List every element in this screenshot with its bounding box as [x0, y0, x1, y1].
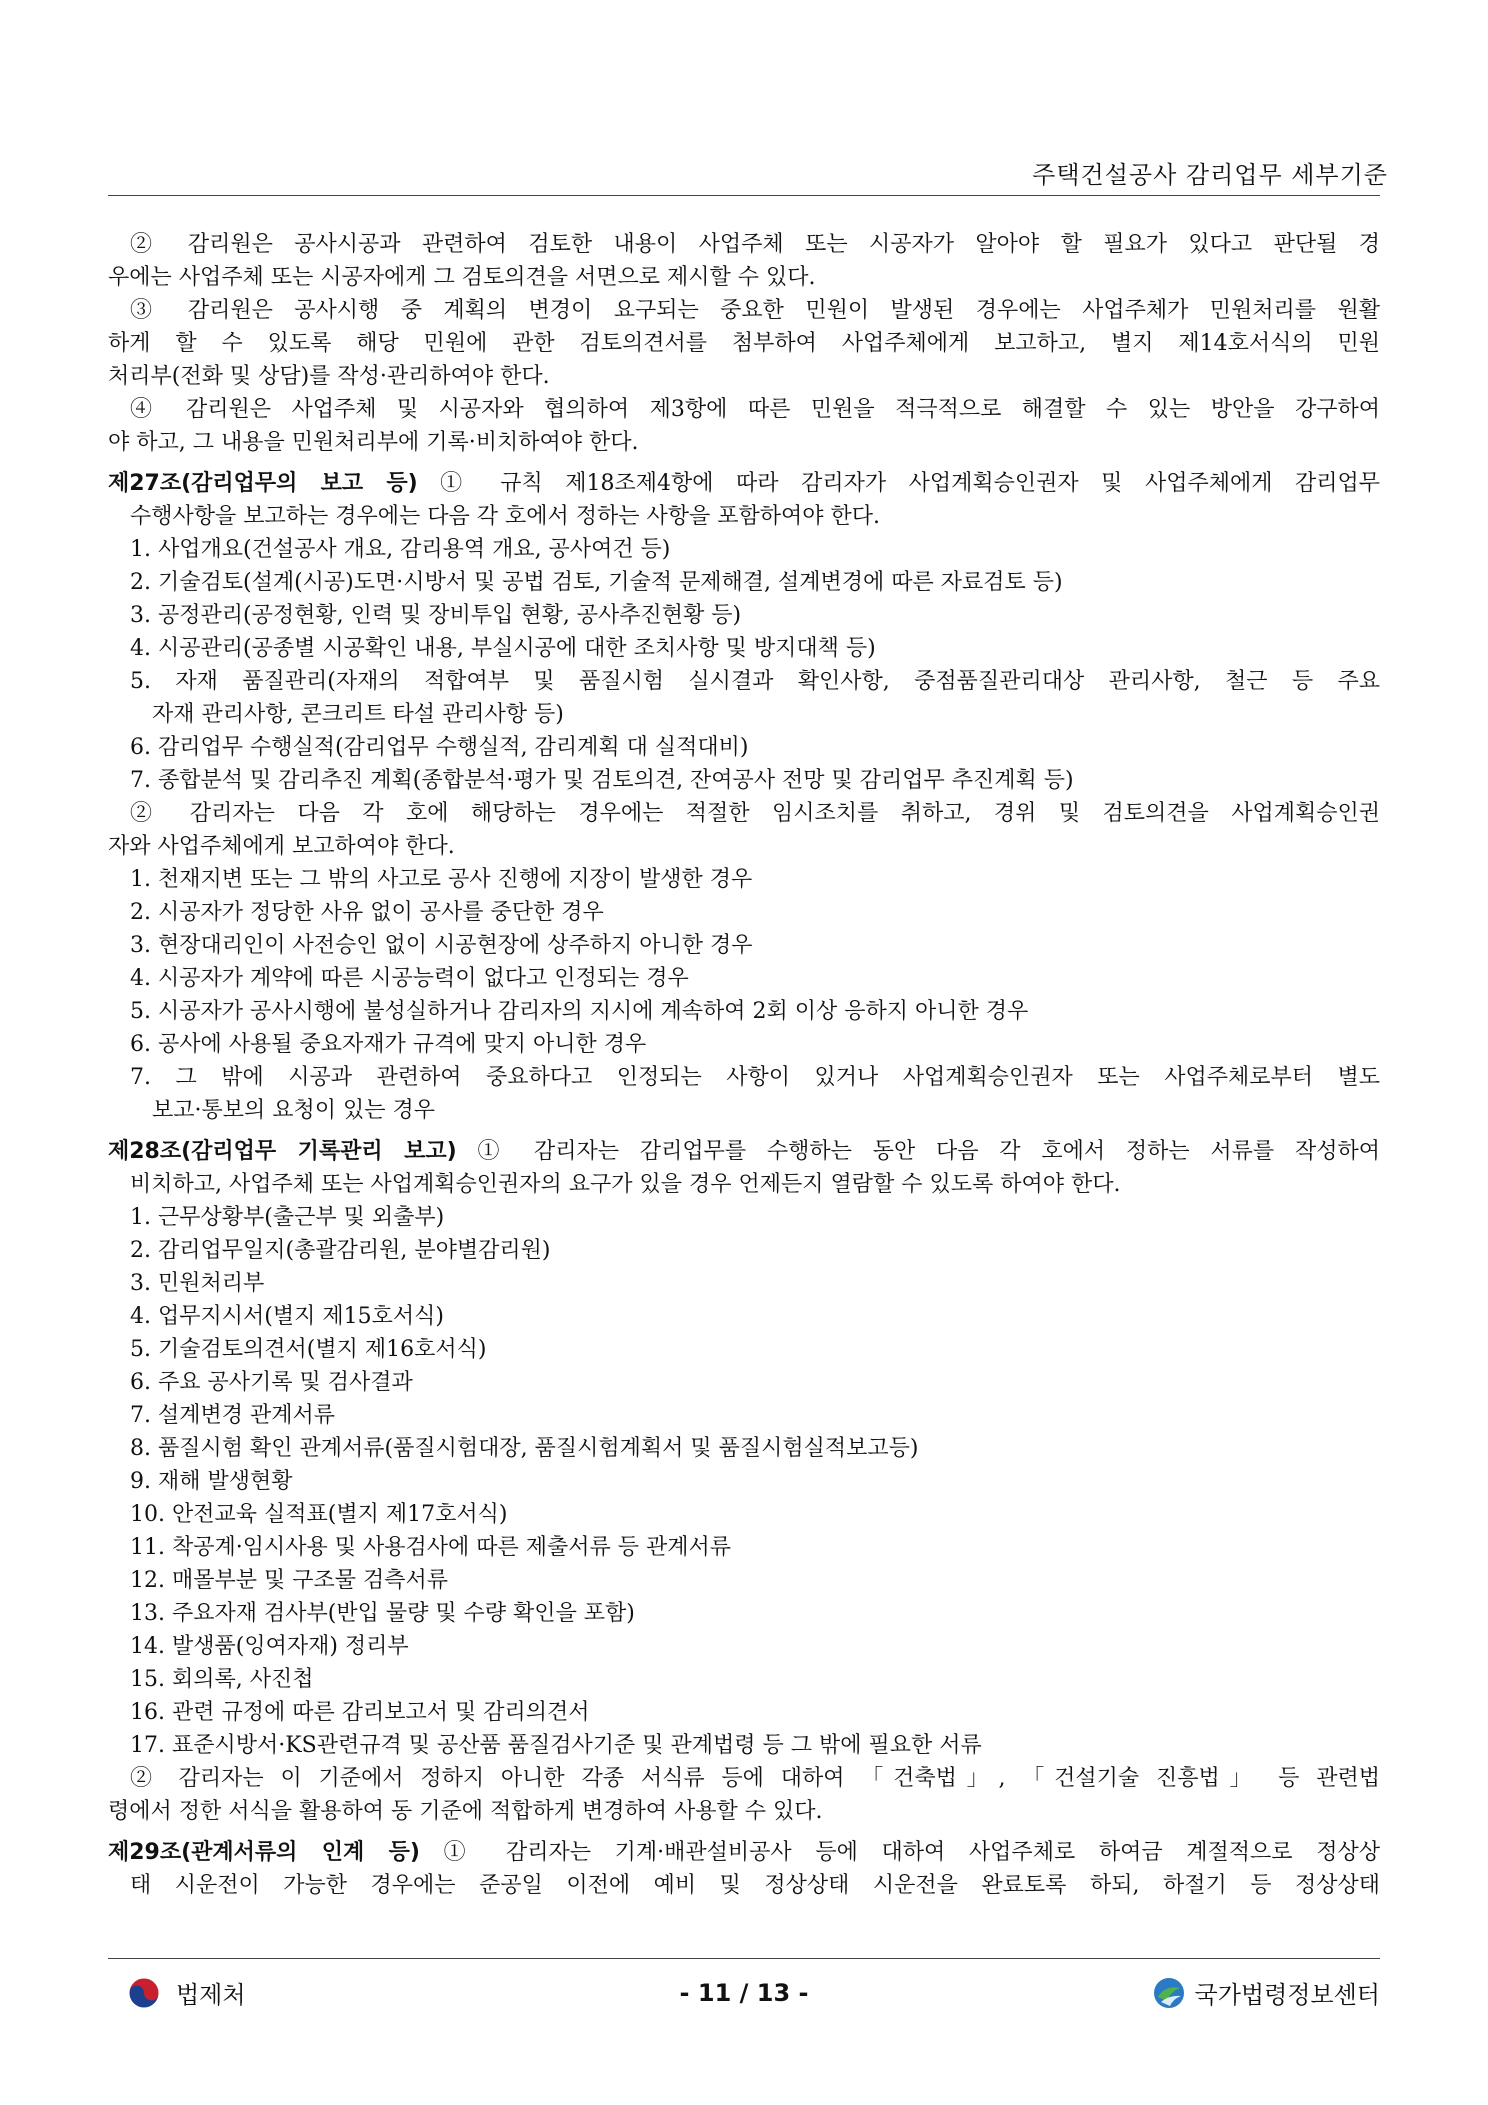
- line-text: 2. 기술검토(설계(시공)도면·시방서 및 공법 검토, 기술적 문제해결, 설계변경에 따른 자료검토 등): [130, 570, 1063, 595]
- paragraph-gap: [108, 1127, 1380, 1135]
- text-line: [108, 863, 1380, 896]
- footer-divider: [108, 1958, 1380, 1959]
- line-text: 6. 주요 공사기록 및 검사결과: [130, 1370, 413, 1395]
- text-line: [108, 698, 1380, 731]
- page-header-title: 주택건설공사 감리업무 세부기준: [1032, 161, 1388, 189]
- article-title: 제28조(감리업무 기록관리 보고): [108, 1139, 457, 1164]
- text-line: [108, 1028, 1380, 1061]
- page-number: - 11 / 13 -: [679, 1979, 809, 2007]
- line-text: ① 감리자는 기계·배관설비공사 등에 대하여 사업주체로 하여금 계절적으로 정상상: [419, 1840, 1380, 1865]
- text-line: [108, 1094, 1380, 1127]
- line-text: 7. 종합분석 및 감리추진 계획(종합분석·평가 및 검토의견, 잔여공사 전망 및 감리업무 추진계획 등): [130, 768, 1074, 793]
- line-text: 9. 재해 발생현황: [130, 1469, 293, 1494]
- line-text: 4. 업무지시서(별지 제15호서식): [130, 1304, 444, 1329]
- text-line: [108, 1399, 1380, 1432]
- line-text: 8. 품질시험 확인 관계서류(품질시험대장, 품질시험계획서 및 품질시험실적보고등): [130, 1436, 919, 1461]
- text-line: [108, 896, 1380, 929]
- text-line: [108, 1201, 1380, 1234]
- text-line: [108, 327, 1380, 360]
- line-text: 13. 주요자재 검사부(반입 물량 및 수량 확인을 포함): [130, 1601, 635, 1626]
- line-text: ④ 감리원은 사업주체 및 시공자와 협의하여 제3항에 따른 민원을 적극적으로 해결할 수 있는 방안을 강구하여: [130, 397, 1380, 422]
- text-line: [108, 1333, 1380, 1366]
- line-text: 2. 감리업무일지(총괄감리원, 분야별감리원): [130, 1238, 551, 1263]
- line-text: ② 감리자는 이 기준에서 정하지 아니한 각종 서식류 등에 대하여 「건축법」, 「건설기술 진흥법」 등 관련법: [130, 1766, 1380, 1791]
- line-text: 3. 민원처리부: [130, 1271, 265, 1296]
- line-text: 우에는 사업주체 또는 시공자에게 그 검토의견을 서면으로 제시할 수 있다.: [108, 265, 816, 290]
- line-text: 1. 근무상황부(출근부 및 외출부): [130, 1205, 445, 1230]
- line-text: 수행사항을 보고하는 경우에는 다음 각 호에서 정하는 사항을 포함하여야 한다.: [130, 504, 880, 529]
- text-line: [108, 1597, 1380, 1630]
- text-line: [108, 1168, 1380, 1201]
- text-line: [108, 1432, 1380, 1465]
- line-text: 태 시운전이 가능한 경우에는 준공일 이전에 예비 및 정상상태 시운전을 완료토록 하되, 하절기 등 정상상태: [130, 1873, 1380, 1898]
- text-line: [108, 1366, 1380, 1399]
- line-text: 10. 안전교육 실적표(별지 제17호서식): [130, 1502, 508, 1527]
- article-title: 제27조(감리업무의 보고 등): [108, 471, 418, 496]
- text-line: [108, 1465, 1380, 1498]
- line-text: 17. 표준시방서·KS관련규격 및 공산품 품질검사기준 및 관계법령 등 그 밖에 필요한 서류: [130, 1733, 982, 1758]
- text-line: [108, 1061, 1380, 1094]
- text-line: [108, 1498, 1380, 1531]
- text-line: [108, 962, 1380, 995]
- line-text: 1. 천재지변 또는 그 밖의 사고로 공사 진행에 지장이 발생한 경우: [130, 867, 753, 892]
- text-line: [108, 393, 1380, 426]
- text-line: [108, 665, 1380, 698]
- text-line: [108, 1869, 1380, 1902]
- line-text: 자와 사업주체에게 보고하여야 한다.: [108, 834, 455, 859]
- line-text: 12. 매몰부분 및 구조물 검측서류: [130, 1568, 448, 1593]
- text-line: [108, 500, 1380, 533]
- line-text: 5. 자재 품질관리(자재의 적합여부 및 품질시험 실시결과 확인사항, 중점품질관리대상 관리사항, 철근 등 주요: [130, 669, 1380, 694]
- text-line: [108, 797, 1380, 830]
- text-line: [108, 228, 1380, 261]
- text-line: [108, 261, 1380, 294]
- article-heading-line: [108, 467, 1380, 500]
- law-info-center-logo-icon: [1153, 1977, 1185, 2009]
- paragraph-gap: [108, 1828, 1380, 1836]
- line-text: 4. 시공자가 계약에 따른 시공능력이 없다고 인정되는 경우: [130, 966, 689, 991]
- text-line: [108, 1696, 1380, 1729]
- text-line: [108, 566, 1380, 599]
- text-line: [108, 929, 1380, 962]
- text-line: [108, 830, 1380, 863]
- line-text: 1. 사업개요(건설공사 개요, 감리용역 개요, 공사여건 등): [130, 537, 671, 562]
- line-text: 하게 할 수 있도록 해당 민원에 관한 검토의견서를 첨부하여 사업주체에게 보고하고, 별지 제14호서식의 민원: [108, 331, 1380, 356]
- line-text: 령에서 정한 서식을 활용하여 동 기준에 적합하게 변경하여 사용할 수 있다.: [108, 1799, 823, 1824]
- text-line: [108, 632, 1380, 665]
- line-text: 5. 시공자가 공사시행에 불성실하거나 감리자의 지시에 계속하여 2회 이상 응하지 아니한 경우: [130, 999, 1029, 1024]
- document-body: [108, 228, 1380, 1902]
- line-text: 15. 회의록, 사진첩: [130, 1667, 314, 1692]
- line-text: 자재 관리사항, 콘크리트 타설 관리사항 등): [152, 702, 564, 727]
- line-text: 11. 착공계·임시사용 및 사용검사에 따른 제출서류 등 관계서류: [130, 1535, 731, 1560]
- footer-left-label: 법제처: [176, 1981, 246, 2009]
- text-line: [108, 426, 1380, 459]
- line-text: 5. 기술검토의견서(별지 제16호서식): [130, 1337, 487, 1362]
- header-divider: [108, 195, 1380, 196]
- text-line: [108, 1300, 1380, 1333]
- article-heading-line: [108, 1836, 1380, 1869]
- page-footer: [108, 1975, 1380, 2015]
- line-text: 야 하고, 그 내용을 민원처리부에 기록·비치하여야 한다.: [108, 430, 639, 455]
- text-line: [108, 1267, 1380, 1300]
- footer-right-label: 국가법령정보센터: [1194, 1981, 1380, 2009]
- article-heading-line: [108, 1135, 1380, 1168]
- text-line: [108, 1630, 1380, 1663]
- text-line: [108, 1762, 1380, 1795]
- text-line: [108, 764, 1380, 797]
- line-text: 14. 발생품(잉여자재) 정리부: [130, 1634, 409, 1659]
- text-line: [108, 1795, 1380, 1828]
- line-text: 7. 그 밖에 시공과 관련하여 중요하다고 인정되는 사항이 있거나 사업계획승인권자 또는 사업주체로부터 별도: [130, 1065, 1380, 1090]
- line-text: 3. 현장대리인이 사전승인 없이 시공현장에 상주하지 아니한 경우: [130, 933, 753, 958]
- text-line: [108, 360, 1380, 393]
- line-text: 비치하고, 사업주체 또는 사업계획승인권자의 요구가 있을 경우 언제든지 열람할 수 있도록 하여야 한다.: [130, 1172, 1121, 1197]
- line-text: 6. 감리업무 수행실적(감리업무 수행실적, 감리계획 대 실적대비): [130, 735, 749, 760]
- text-line: [108, 1234, 1380, 1267]
- line-text: 2. 시공자가 정당한 사유 없이 공사를 중단한 경우: [130, 900, 604, 925]
- text-line: [108, 1531, 1380, 1564]
- text-line: [108, 1729, 1380, 1762]
- line-text: 3. 공정관리(공정현황, 인력 및 장비투입 현황, 공사추진현황 등): [130, 603, 742, 628]
- line-text: 16. 관련 규정에 따른 감리보고서 및 감리의견서: [130, 1700, 590, 1725]
- line-text: ② 감리원은 공사시공과 관련하여 검토한 내용이 사업주체 또는 시공자가 알아야 할 필요가 있다고 판단될 경: [130, 232, 1380, 257]
- text-line: [108, 294, 1380, 327]
- line-text: 7. 설계변경 관계서류: [130, 1403, 335, 1428]
- text-line: [108, 1663, 1380, 1696]
- line-text: 4. 시공관리(공종별 시공확인 내용, 부실시공에 대한 조치사항 및 방지대책 등): [130, 636, 876, 661]
- text-line: [108, 731, 1380, 764]
- text-line: [108, 599, 1380, 632]
- line-text: 6. 공사에 사용될 중요자재가 규격에 맞지 아니한 경우: [130, 1032, 647, 1057]
- line-text: ③ 감리원은 공사시행 중 계획의 변경이 요구되는 중요한 민원이 발생된 경우에는 사업주체가 민원처리를 원활: [130, 298, 1380, 323]
- footer-right: [1153, 1975, 1380, 2010]
- line-text: ② 감리자는 다음 각 호에 해당하는 경우에는 적절한 임시조치를 취하고, 경위 및 검토의견을 사업계획승인권: [130, 801, 1380, 826]
- article-title: 제29조(관계서류의 인계 등): [108, 1840, 420, 1865]
- paragraph-gap: [108, 459, 1380, 467]
- line-text: 처리부(전화 및 상담)를 작성·관리하여야 한다.: [108, 364, 550, 389]
- line-text: ① 감리자는 감리업무를 수행하는 동안 다음 각 호에서 정하는 서류를 작성하여: [456, 1139, 1380, 1164]
- line-text: 보고·통보의 요청이 있는 경우: [152, 1098, 435, 1123]
- text-line: [108, 1564, 1380, 1597]
- text-line: [108, 533, 1380, 566]
- text-line: [108, 995, 1380, 1028]
- line-text: ① 규칙 제18조제4항에 따라 감리자가 사업계획승인권자 및 사업주체에게 감리업무: [417, 471, 1380, 496]
